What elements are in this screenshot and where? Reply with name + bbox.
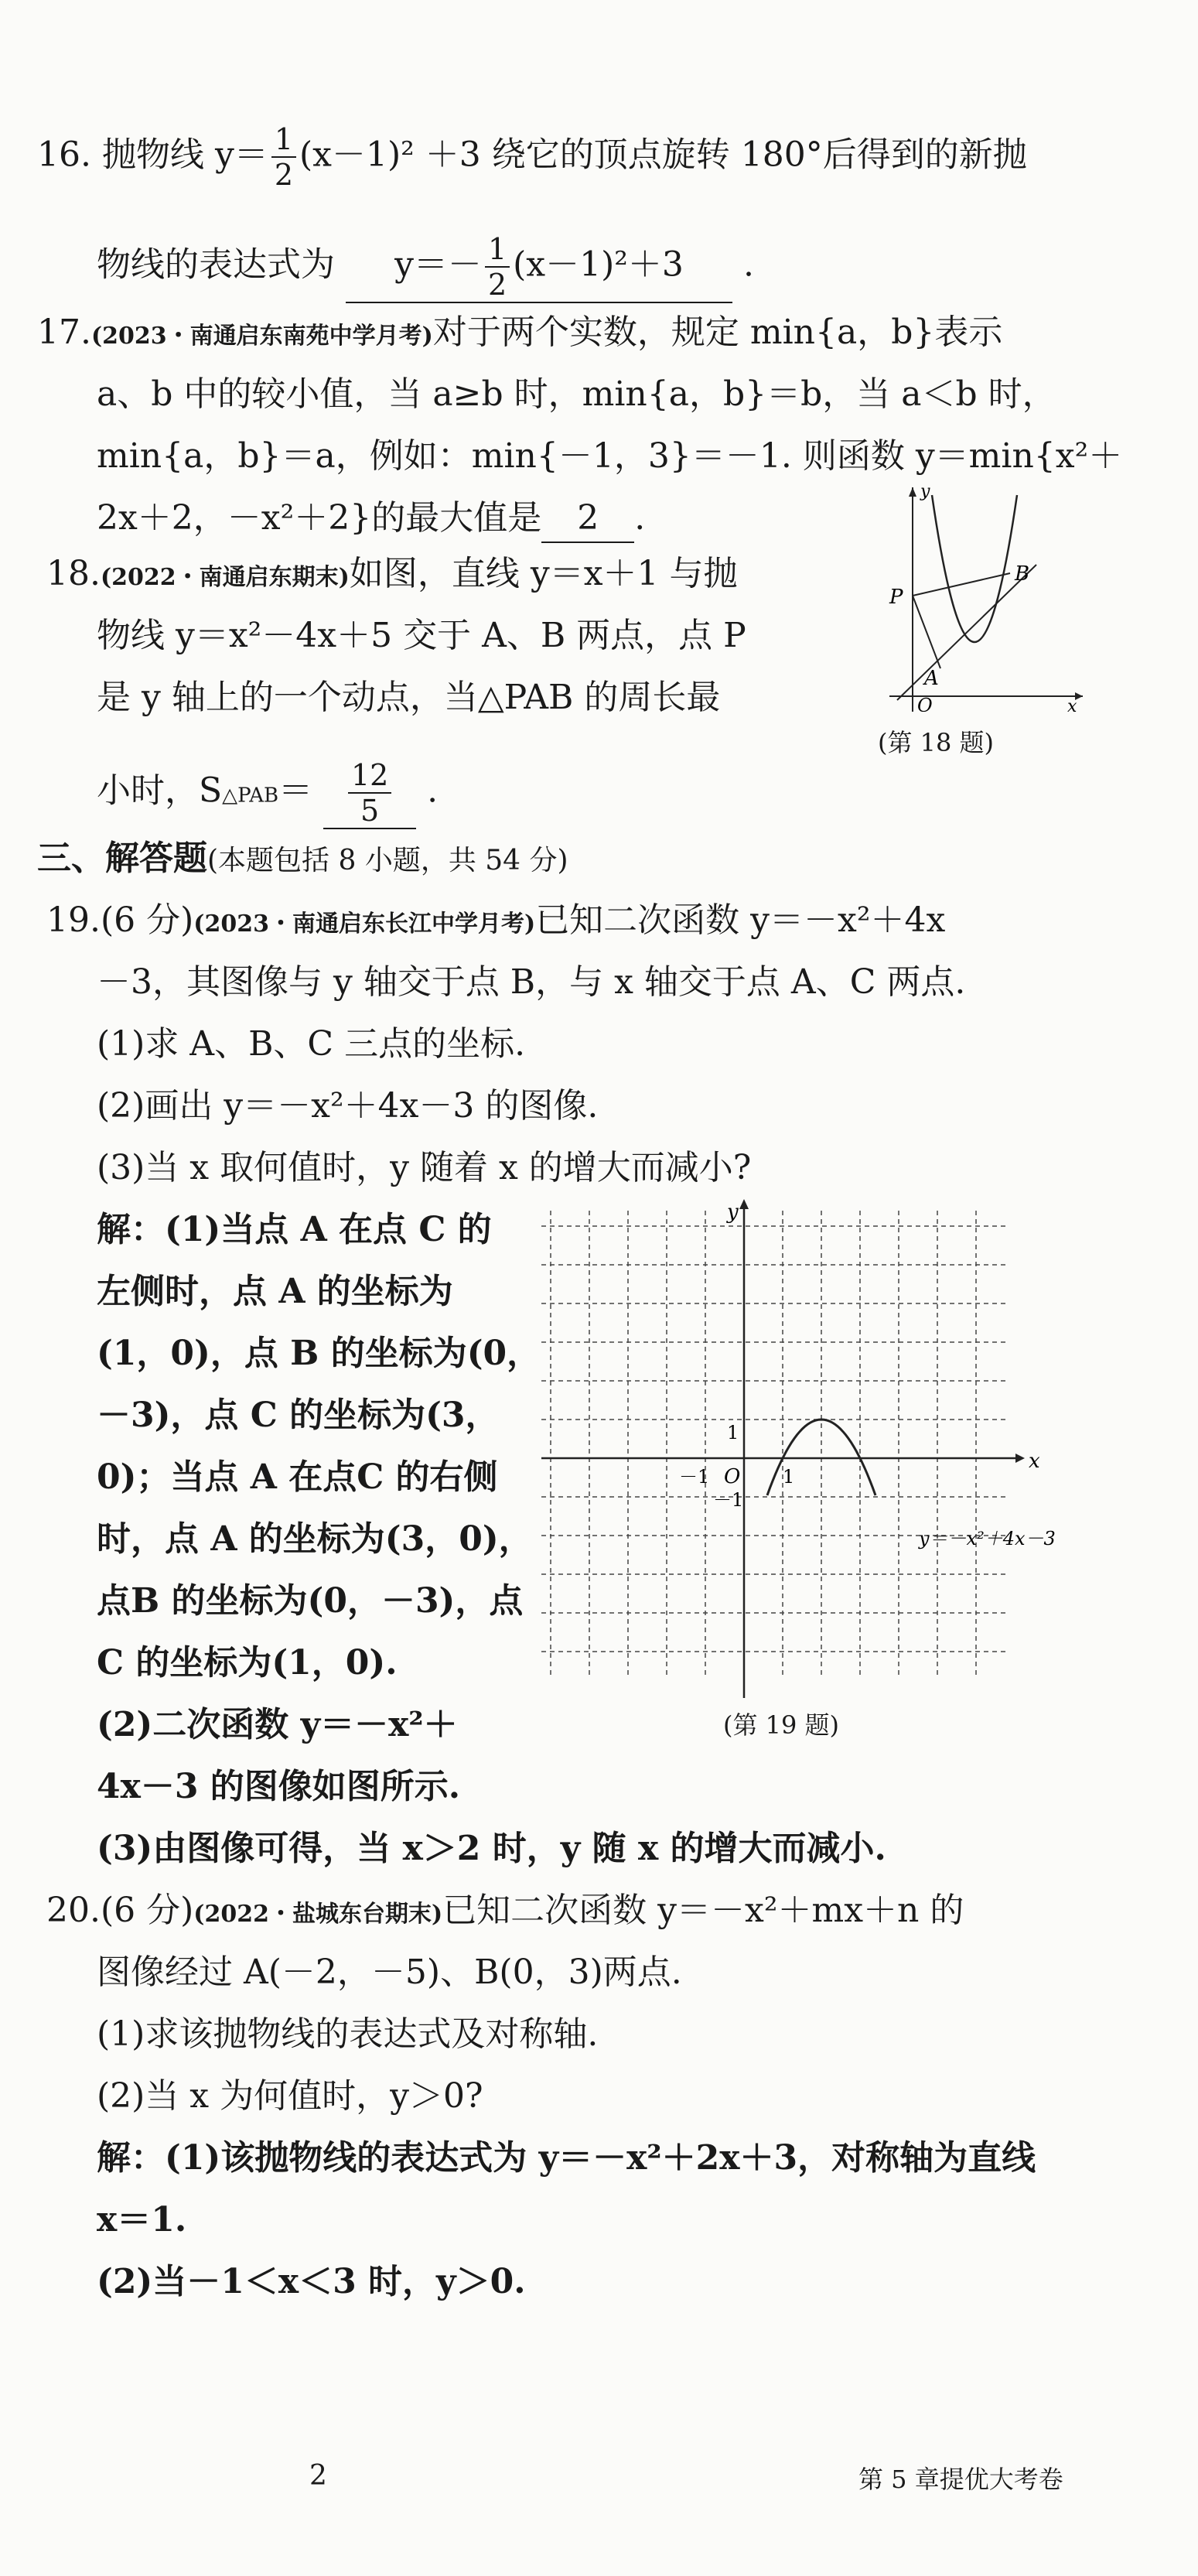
q20-solution-line: (2)当－1＜x＜3 时，y＞0.	[97, 2262, 526, 2301]
q20-solution-line: 解：(1)该抛物线的表达式为 y＝－x²＋2x＋3，对称轴为直线	[97, 2138, 1036, 2178]
q18-parabola	[932, 495, 1017, 642]
q18-figure	[858, 480, 1090, 712]
q19-tick-x-neg1: －1	[679, 1466, 710, 1488]
q19-solution-line: C 的坐标为(1，0).	[97, 1643, 398, 1683]
q18-point-a-label: A	[924, 667, 939, 690]
q18-x-label: x	[1067, 697, 1077, 712]
q17-line2: a、b 中的较小值，当 a≥b 时，min{a，b}＝b，当 a＜b 时，	[97, 374, 1056, 414]
q17-line3: min{a，b}＝a，例如：min{－1，3}＝－1. 则函数 y＝min{x²＋	[97, 436, 1123, 476]
q18-answer-blank: $\frac{12}{5}$	[323, 758, 416, 829]
q19-line2: －3，其图像与 y 轴交于点 B，与 x 轴交于点 A、C 两点.	[97, 962, 966, 1002]
q19-origin-label: O	[724, 1465, 741, 1488]
q19-solution-line: 点B 的坐标为(0，－3)，点	[97, 1581, 524, 1621]
chapter-label: 第 5 章提优大考卷	[858, 2465, 1063, 2494]
q19-sub2: (2)画出 y＝－x²＋4x－3 的图像.	[97, 1086, 599, 1126]
q16-text: 16. 抛物线 y＝	[37, 135, 268, 175]
q19-solution-line: (1，0)，点 B 的坐标为(0，	[97, 1334, 541, 1373]
q17-answer-blank: 2	[541, 495, 634, 543]
q20-sub1: (1)求该抛物线的表达式及对称轴.	[97, 2014, 599, 2054]
q18-line1: 18.(2022・南通启东期末)如图，直线 y＝x＋1 与抛	[46, 554, 738, 593]
q19-sub3: (3)当 x 取何值时，y 随着 x 的增大而减小?	[97, 1148, 752, 1187]
q18-segment-pb	[913, 573, 1010, 596]
q18-origin-label: O	[917, 695, 933, 712]
q19-y-label: y	[727, 1201, 739, 1224]
q16-line1	[37, 122, 1027, 192]
q19-solution-line: 0)；当点 A 在点C 的右侧	[97, 1457, 498, 1497]
q19-grid	[541, 1211, 1005, 1679]
q19-solution-line: 解：(1)当点 A 在点 C 的	[97, 1210, 492, 1249]
q19-solution-line: －3)，点 C 的坐标为(3，	[97, 1396, 500, 1435]
q20-line2: 图像经过 A(－2，－5)、B(0，3)两点.	[97, 1952, 682, 1992]
q16-answer-blank: y＝－ $\frac{1}{2}$ (x－1)²＋3	[346, 232, 732, 303]
q17-source: (2023・南通启东南苑中学月考)	[90, 323, 433, 350]
q20-source: (2022・盐城东台期末)	[193, 1901, 443, 1928]
q18-line3: 是 y 轴上的一个动点，当△PAB 的周长最	[97, 678, 721, 717]
q20-solution-line: x＝1.	[97, 2200, 187, 2239]
q18-source: (2022・南通启东期末)	[100, 564, 350, 591]
q18-line4: 小时，S△PAB＝ $\frac{12}{5}$ .	[97, 758, 439, 828]
q19-source: (2023・南通启东长江中学月考)	[193, 910, 536, 938]
q20-line1: 20.(6 分)(2022・盐城东台期末)已知二次函数 y＝－x²＋mx＋n 的	[46, 1891, 964, 1930]
q19-caption: (第 19 题)	[723, 1710, 840, 1740]
q19-x-label: x	[1029, 1450, 1040, 1473]
q18-point-p-label: P	[889, 586, 903, 609]
q16-text-post: (x－1)² ＋3 绕它的顶点旋转 180°后得到的新抛	[299, 135, 1027, 175]
q17-line4: 2x＋2，－x²＋2}的最大值是 2 .	[97, 495, 645, 543]
q19-line1: 19.(6 分)(2023・南通启东长江中学月考)已知二次函数 y＝－x²＋4x	[46, 900, 946, 940]
q16-fraction: $\frac{1}{2}$	[271, 122, 296, 192]
q19-tick-y-neg1: －1	[713, 1489, 744, 1511]
page-number: 2	[309, 2460, 327, 2492]
q19-sub1: (1)求 A、B、C 三点的坐标.	[97, 1024, 526, 1064]
q18-segment-pa	[913, 596, 940, 668]
q18-y-label: y	[920, 482, 930, 501]
q19-tick-x-1: 1	[783, 1466, 795, 1488]
q17-line1: 17.(2023・南通启东南苑中学月考)对于两个实数，规定 min{a，b}表示	[37, 313, 1003, 352]
q16-line2: 物线的表达式为 y＝－ $\frac{1}{2}$ (x－1)²＋3 .	[97, 232, 754, 302]
q19-solution-line: 4x－3 的图像如图所示.	[97, 1767, 461, 1806]
q19-solution-line: (3)由图像可得，当 x＞2 时，y 随 x 的增大而减小.	[97, 1829, 886, 1868]
section3-heading: 三、解答题(本题包括 8 小题，共 54 分)	[37, 839, 568, 878]
q20-sub2: (2)当 x 为何值时，y＞0?	[97, 2076, 483, 2116]
q19-solution-line: 左侧时，点 A 的坐标为	[97, 1272, 453, 1311]
q18-line2: 物线 y＝x²－4x＋5 交于 A、B 两点，点 P	[97, 616, 746, 655]
q18-caption: (第 18 题)	[878, 728, 995, 757]
q18-point-b-label: B	[1015, 562, 1030, 586]
q19-solution-line: (2)二次函数 y＝－x²＋	[97, 1705, 458, 1744]
q19-solution-line: 时，点 A 的坐标为(3，0)，	[97, 1519, 533, 1559]
q19-tick-y-1: 1	[727, 1422, 739, 1443]
q19-figure	[541, 1195, 1067, 1698]
q19-curve-label: y＝－x²＋4x－3	[919, 1528, 1056, 1549]
